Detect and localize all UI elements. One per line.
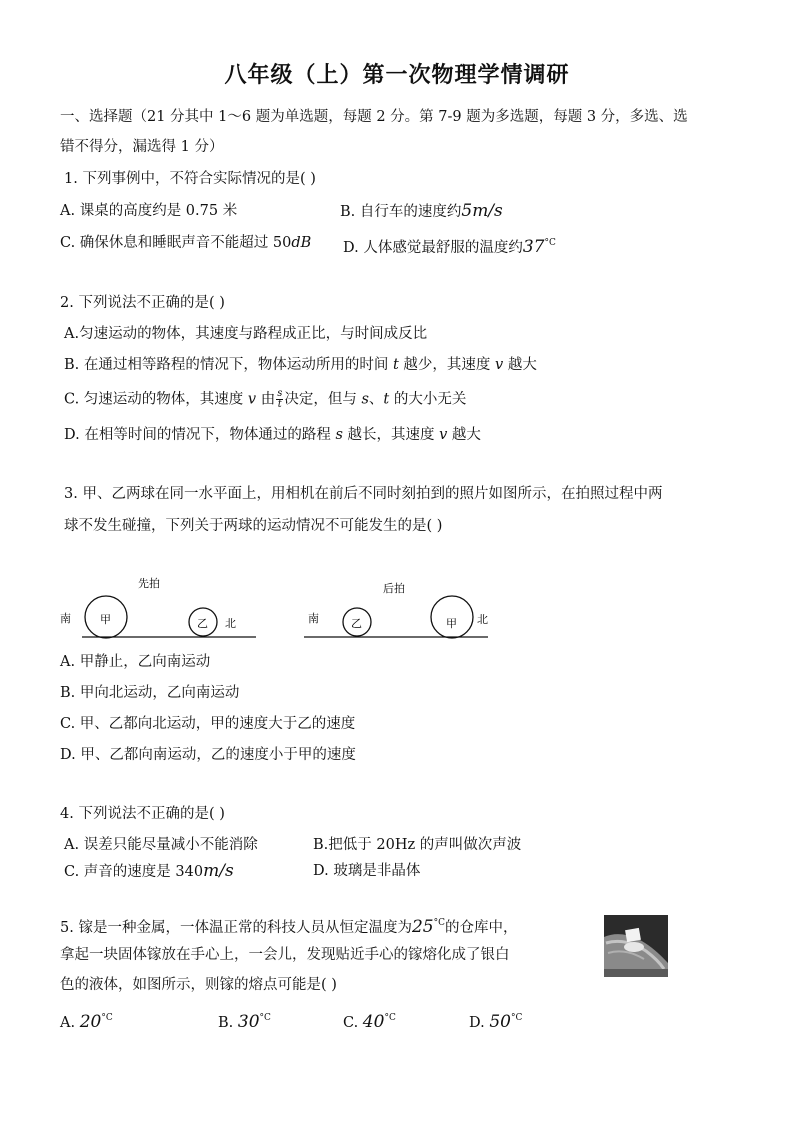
q5-option-a-unit: °C xyxy=(101,1013,113,1023)
q3-option-b: B. 甲向北运动，乙向南运动 xyxy=(60,685,240,701)
q1-option-c xyxy=(60,233,311,253)
q5-stem-line1-text: 5. 镓是一种金属，一体温正常的科技人员从恒定温度为 xyxy=(60,920,412,936)
q1-option-d-value: 37 xyxy=(522,237,545,257)
q2-option-c-text5: 的大小无关 xyxy=(393,391,467,408)
q3-option-d: D. 甲、乙都向南运动，乙的速度小于甲的速度 xyxy=(60,747,356,763)
q3-fig2-ball-yi-label: 乙 xyxy=(351,617,362,630)
q1-option-b-text: B. 自行车的速度约 xyxy=(340,204,462,220)
q2-option-d-s: s xyxy=(335,427,343,443)
q5-option-c xyxy=(343,1008,396,1033)
q2-option-b-text2: 越少，其速度 xyxy=(403,357,491,373)
q3-fig1-ball-jia-label: 甲 xyxy=(100,613,111,626)
q2-option-c-fraction xyxy=(276,389,283,410)
q2-option-c-text4: 、 xyxy=(368,391,384,408)
q5-option-d-label: D. xyxy=(469,1015,485,1031)
page-title: 八年级（上）第一次物理学情调研 xyxy=(224,63,570,88)
q3-fig1-north-label: 北 xyxy=(225,617,236,630)
q3-stem-line2: 球不发生碰撞，下列关于两球的运动情况不可能发生的是( ) xyxy=(64,518,443,534)
q3-stem-line1: 3. 甲、乙两球在同一水平面上，用相机在前后不同时刻拍到的照片如图所示，在拍照过程中两 xyxy=(64,486,663,502)
q4-option-d: D. 玻璃是非晶体 xyxy=(313,863,421,879)
q2-option-b xyxy=(64,355,537,375)
q5-stem-line2: 拿起一块固体镓放在手心上，一会儿，发现贴近手心的镓熔化成了银白 xyxy=(60,947,510,963)
q3-fig1-caption: 先拍 xyxy=(138,577,160,590)
q1-option-d xyxy=(343,233,556,258)
q2-option-d xyxy=(64,425,481,445)
q5-stem-line1-post: 的仓库中， xyxy=(444,920,518,936)
q3-fig2-ball-jia-label: 甲 xyxy=(446,617,457,630)
q3-option-a: A. 甲静止，乙向南运动 xyxy=(60,654,211,670)
q5-option-c-unit: °C xyxy=(384,1013,396,1023)
q1-stem: 1. 下列事例中，不符合实际情况的是( ) xyxy=(64,171,316,187)
q2-option-d-v: v xyxy=(439,427,448,443)
q3-fig2-south-label: 南 xyxy=(308,612,319,625)
q2-option-d-text1: D. 在相等时间的情况下，物体通过的路程 xyxy=(64,427,331,443)
q5-option-b xyxy=(218,1008,271,1033)
q2-option-c-fraction-den: t xyxy=(277,399,282,410)
q1-option-a: A. 课桌的高度约是 0.75 米 xyxy=(60,203,238,219)
q5-stem-line3: 色的液体，如图所示，则镓的熔点可能是( ) xyxy=(60,977,337,993)
q2-option-b-text3: 越大 xyxy=(507,357,537,373)
q5-option-a-value: 20 xyxy=(79,1012,102,1032)
q2-option-b-v: v xyxy=(495,357,504,373)
q2-option-c-v: v xyxy=(247,391,257,408)
section-heading-line2: 错不得分，漏选得 1 分） xyxy=(60,139,224,155)
q5-option-d-unit: °C xyxy=(510,1013,523,1023)
q2-option-b-text1: B. 在通过相等路程的情况下，物体运动所用的时间 xyxy=(64,357,389,373)
q2-option-d-text2: 越长，其速度 xyxy=(347,427,435,443)
q2-option-a: A.匀速运动的物体，其速度与路程成正比，与时间成反比 xyxy=(64,326,428,342)
q5-option-d xyxy=(469,1008,522,1033)
q4-option-c-text: C. 声音的速度是 340 xyxy=(64,864,204,880)
section-heading-line1: 一、选择题（21 分其中 1～6 题为单选题，每题 2 分。第 7-9 题为多选题，每题 3 分，多选、选 xyxy=(60,109,688,125)
q4-option-c xyxy=(64,861,234,882)
q3-figure xyxy=(0,565,794,650)
q2-stem: 2. 下列说法不正确的是( ) xyxy=(60,295,225,311)
q2-option-c-text1: C. 匀速运动的物体，其速度 xyxy=(64,391,244,408)
q5-stem-line1 xyxy=(60,913,517,938)
q1-option-c-text: C. 确保休息和睡眠声音不能超过 50 xyxy=(60,235,292,251)
q5-option-c-label: C. xyxy=(343,1015,359,1031)
q2-option-c-fraction-num: s xyxy=(277,388,283,399)
q5-stem-temp-unit: °C xyxy=(433,918,445,928)
q5-option-a xyxy=(60,1008,113,1033)
gallium-in-hand-photo xyxy=(604,915,668,977)
q5-option-c-value: 40 xyxy=(362,1012,385,1032)
q5-option-b-value: 30 xyxy=(237,1012,260,1032)
q5-option-b-unit: °C xyxy=(259,1013,271,1023)
q5-option-b-label: B. xyxy=(218,1015,234,1031)
q2-option-c-text3: 决定，但与 xyxy=(284,391,357,408)
q4-option-a: A. 误差只能尽量减小不能消除 xyxy=(64,837,258,853)
q1-option-b xyxy=(340,201,503,222)
q4-option-b: B.把低于 20Hz 的声叫做次声波 xyxy=(313,837,522,853)
q4-option-c-unit: m/s xyxy=(203,861,234,881)
q3-fig1-south-label: 南 xyxy=(60,612,71,625)
q3-fig2-north-label: 北 xyxy=(477,613,488,626)
q3-fig2-caption: 后拍 xyxy=(383,582,405,595)
q2-option-d-text3: 越大 xyxy=(451,427,481,443)
q5-option-d-value: 50 xyxy=(489,1012,511,1032)
q5-option-a-label: A. xyxy=(60,1015,76,1031)
q1-option-c-unit: dB xyxy=(291,235,312,251)
q2-option-c-s: s xyxy=(361,391,369,408)
q2-option-c xyxy=(64,389,466,410)
q2-option-b-t: t xyxy=(392,357,399,373)
q3-fig1-ball-yi-label: 乙 xyxy=(197,617,208,630)
q1-option-d-text: D. 人体感觉最舒服的温度约 xyxy=(343,240,523,256)
q4-stem: 4. 下列说法不正确的是( ) xyxy=(60,806,225,822)
q5-stem-temp-value: 25 xyxy=(411,917,434,937)
q2-option-c-text2: 由 xyxy=(260,391,276,408)
q3-option-c: C. 甲、乙都向北运动，甲的速度大于乙的速度 xyxy=(60,716,356,732)
q1-option-d-unit: °C xyxy=(544,238,556,248)
q2-option-c-t: t xyxy=(383,391,390,408)
q1-option-b-value: 5m/s xyxy=(461,201,503,221)
